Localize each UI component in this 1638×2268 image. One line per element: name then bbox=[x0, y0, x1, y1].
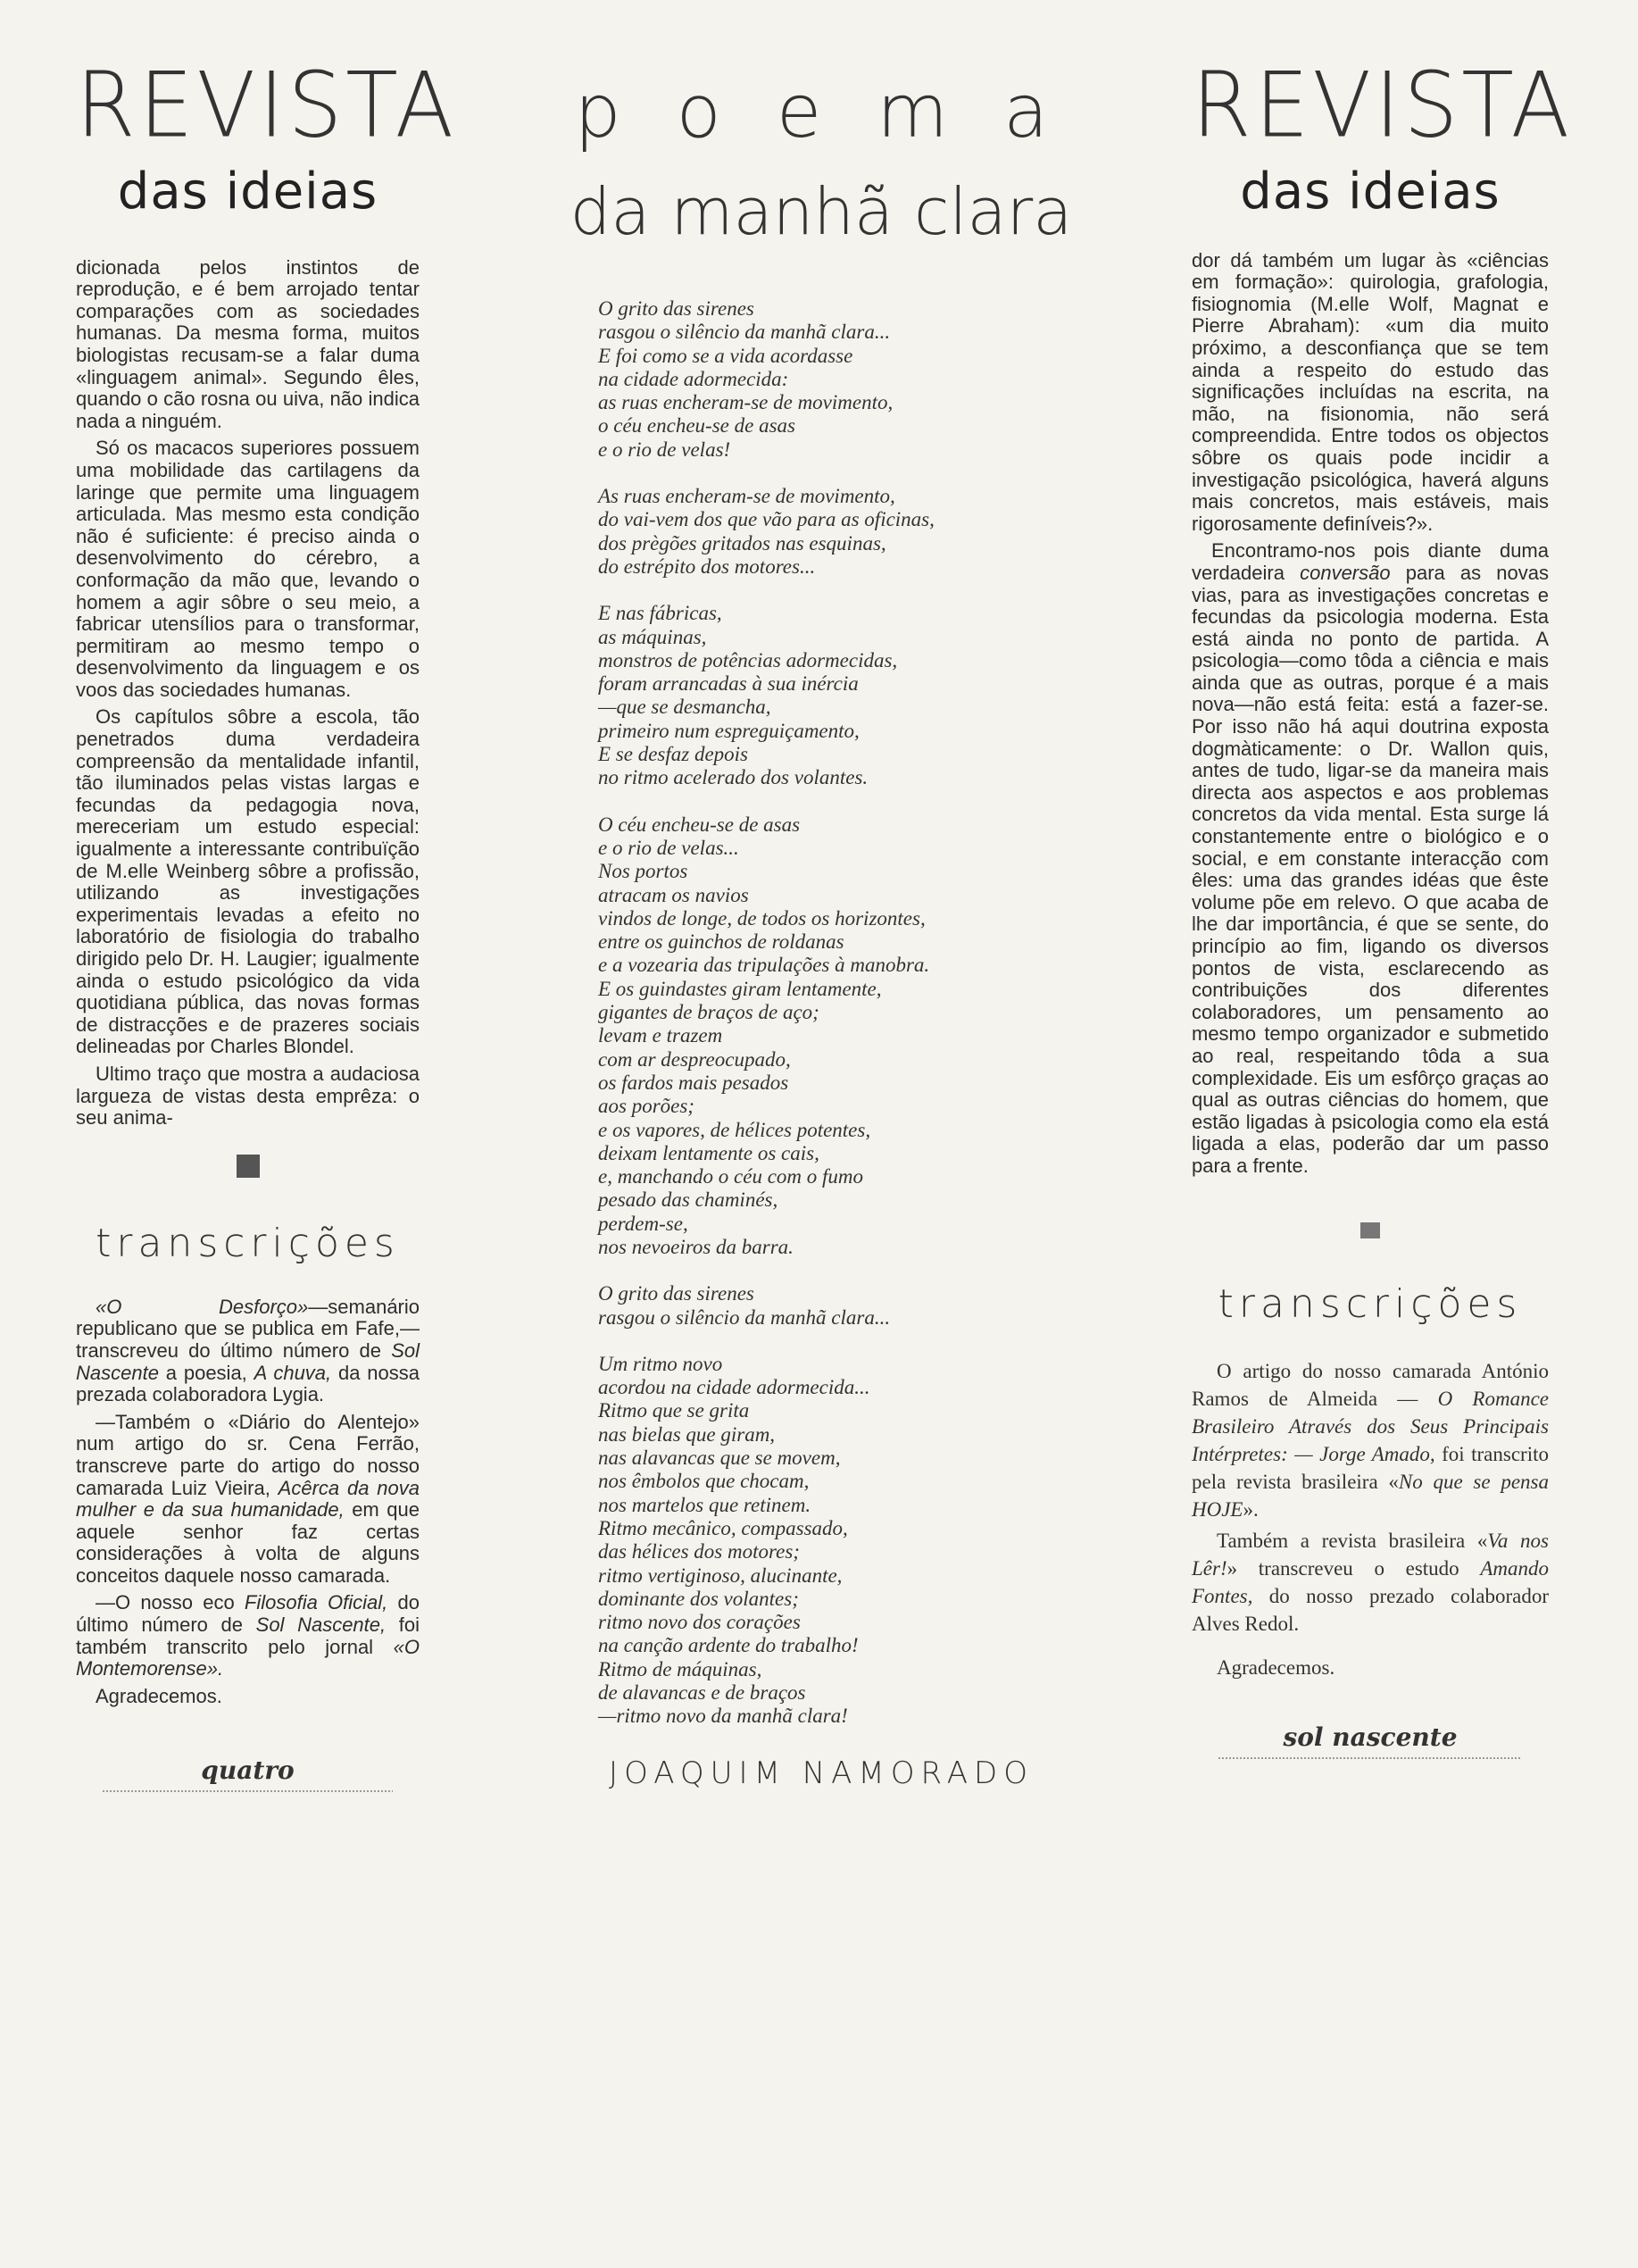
poem-line: —que se desmancha, bbox=[598, 696, 771, 719]
transcricao-item: O artigo do nosso camarada António Ramos de Almeida — O Romance Brasileiro Através dos Seus Principais Intérpretes: — Jorge Amado, foi transcrito pela revista brasileira «No que se pensa HOJE». bbox=[1192, 1359, 1550, 1521]
poem-line: pesado das chaminés, bbox=[598, 1188, 778, 1212]
poem-line: O grito das sirenes bbox=[598, 297, 754, 320]
poem-line: —ritmo novo da manhã clara! bbox=[598, 1705, 848, 1728]
section-divider-square bbox=[237, 1155, 260, 1178]
section-title-transcricoes: transcrições bbox=[96, 1220, 400, 1266]
poem-line: E se desfaz depois bbox=[598, 743, 749, 766]
poem-line: ritmo novo dos corações bbox=[598, 1611, 801, 1634]
poem-line: Um ritmo novo bbox=[598, 1352, 723, 1375]
poem-author: JOAQUIM NAMORADO bbox=[609, 1755, 1034, 1791]
poem-stanza bbox=[598, 1282, 1107, 1330]
poem-subtitle: da manhã clara bbox=[570, 174, 1073, 249]
poem-line: com ar despreocupado, bbox=[598, 1047, 791, 1071]
poem-line: foram arrancadas à sua inércia bbox=[598, 672, 859, 696]
newspaper-name: sol nascente bbox=[1283, 1722, 1458, 1752]
poem-line: primeiro num espreguiçamento, bbox=[598, 719, 860, 742]
right-column bbox=[1192, 0, 1574, 1759]
poem-line: E os guindastes giram lentamente, bbox=[598, 977, 882, 1000]
poem-stanza bbox=[598, 1353, 1107, 1729]
article-paragraph: dor dá também um lugar às «ciências em formação»: quirologia, grafologia, fisiognomia (M.elle Wolf, Magnat e Pierre Abraham): «um dia muito próximo, a desconfiança que se tem ainda a respeito do estudo das significações incluídas na escrita, na mão, na fisionomia, não será compreendida. Entre todos os objectos sôbre os quais pode incidir a investigação psicológica, haverá alguns mais concretos, mais estáveis, mais rigorosamente definíveis?». bbox=[1192, 248, 1549, 535]
poem-line: rasgou o silêncio da manhã clara... bbox=[598, 1305, 891, 1329]
poem-line: no ritmo acelerado dos volantes. bbox=[598, 766, 869, 789]
masthead-subtitle: das ideias bbox=[1240, 163, 1501, 221]
poem-line: nos êmbolos que chocam, bbox=[598, 1470, 810, 1493]
poem-line: aos porões; bbox=[598, 1095, 694, 1118]
masthead-title: REVISTA bbox=[1192, 53, 1574, 158]
page-folio bbox=[1192, 1722, 1549, 1759]
poem-line: e, manchando o céu com o fumo bbox=[598, 1165, 864, 1188]
poem-line: As ruas encheram-se de movimento, bbox=[598, 485, 895, 508]
poem-line: entre os guinchos de roldanas bbox=[598, 930, 844, 954]
poem-line: E nas fábricas, bbox=[598, 602, 722, 625]
poem-line: O céu encheu-se de asas bbox=[598, 813, 801, 836]
poem-line: monstros de potências adormecidas, bbox=[598, 648, 898, 671]
page-folio bbox=[76, 1755, 420, 1792]
transcricoes-body bbox=[1192, 1357, 1549, 1681]
poem-line: as ruas encheram-se de movimento, bbox=[598, 391, 894, 414]
poem-line: o céu encheu-se de asas bbox=[598, 414, 795, 438]
poem-line: rasgou o silêncio da manhã clara... bbox=[598, 321, 891, 344]
poem-line: nos martelos que retinem. bbox=[598, 1493, 811, 1516]
poem-line: deixam lentamente os cais, bbox=[598, 1141, 819, 1164]
poem-line: acordou na cidade adormecida... bbox=[598, 1376, 870, 1399]
poem-line: dominante dos volantes; bbox=[598, 1587, 799, 1610]
section-divider-square bbox=[1360, 1222, 1380, 1238]
middle-column bbox=[536, 0, 1107, 1791]
poem-line: e os vapores, de hélices potentes, bbox=[598, 1118, 871, 1141]
masthead-title: REVISTA bbox=[76, 53, 458, 158]
article-body bbox=[76, 257, 420, 1130]
poem-line: nas bielas que giram, bbox=[598, 1422, 776, 1446]
thanks-note: Agradecemos. bbox=[96, 1684, 222, 1707]
poem-line: na canção ardente do trabalho! bbox=[598, 1634, 859, 1657]
poem-stanza bbox=[598, 485, 1107, 579]
transcricao-item: «O Desforço»—semanário republicano que se publica em Fafe,—transcreveu do último número de Sol Nascente a poesia, A chuva, da nossa prezada colaboradora Lygia. bbox=[76, 1295, 420, 1406]
transcricoes-body bbox=[76, 1297, 420, 1708]
poem-line: do estrépito dos motores... bbox=[598, 554, 816, 578]
article-paragraph: Os capítulos sôbre a escola, tão penetrados duma verdadeira compreensão da mentalidade infantil, tão iluminados pelas vistas largas e fecundas da pedagogia nova, mereceriam um estudo especial: igualmente a interessante contribuïção de M.elle Weinberg sôbre a profissão, utilizando as investigações experimentais levadas a efeito no laboratório de fisiologia do trabalho dirigido pelo Dr. H. Laugier; igualmente ainda o estudo psicológico da vida quotidiana pública, das novas formas de distracções e de prazeres sociais delineadas por Charles Blondel. bbox=[76, 705, 420, 1058]
transcricao-item: —Também o «Diário do Alentejo» num artigo do sr. Cena Ferrão, transcreve parte do artigo do nosso camarada Luiz Vieira, Acêrca da nova mulher e da sua humanidade, em que aquele senhor faz certas considerações à volta de alguns conceitos daquele nosso camarada. bbox=[76, 1410, 420, 1587]
poem-line: de alavancas e de braços bbox=[598, 1681, 806, 1705]
poem-line: as máquinas, bbox=[598, 625, 707, 648]
poem-line: levam e trazem bbox=[598, 1024, 723, 1047]
poem-stanza bbox=[598, 813, 1107, 1260]
masthead-subtitle: das ideias bbox=[117, 163, 378, 221]
poem-line: dos prègões gritados nas esquinas, bbox=[598, 531, 886, 554]
poem-line: ritmo vertiginoso, alucinante, bbox=[598, 1563, 843, 1587]
article-paragraph: dicionada pelos instintos de reprodução, e é bem arrojado tentar comparações com as sociedades humanas. Da mesma forma, muitos biologistas recusam-se a falar duma «linguagem animal». Segundo êles, quando o cão rosna ou uiva, não indica nada a ninguém. bbox=[76, 255, 420, 432]
transcricao-item: —O nosso eco Filosofia Oficial, do último número de Sol Nascente, foi também transcrito pelo jornal «O Montemorense». bbox=[76, 1591, 420, 1680]
poem-line: nos nevoeiros da barra. bbox=[598, 1235, 794, 1258]
poem-line: nas alavancas que se movem, bbox=[598, 1447, 841, 1470]
thanks-note: Agradecemos. bbox=[1217, 1655, 1335, 1679]
poem-line: E foi como se a vida acordasse bbox=[598, 344, 853, 367]
poem-title: poema bbox=[574, 70, 1104, 154]
article-paragraph: Só os macacos superiores possuem uma mobilidade das cartilagens da laringe que permite uma linguagem articulada. Mas mesmo esta condição não é suficiente: é preciso ainda o desenvolvimento do cérebro, a conformação da mão que, levando o homem a agir sôbre o seu meio, a fabricar utensílios para o transformar, permitiram ao mesmo tempo o desenvolvimento da linguagem e os voos das sociedades humanas. bbox=[76, 437, 420, 701]
article-paragraph: Ultimo traço que mostra a audaciosa largueza de vistas desta emprêza: o seu anima- bbox=[76, 1062, 420, 1130]
poem-line: os fardos mais pesados bbox=[598, 1071, 789, 1094]
poem-line: atracam os navios bbox=[598, 883, 749, 906]
poem-line: gigantes de braços de aço; bbox=[598, 1001, 819, 1024]
poem-line: na cidade adormecida: bbox=[598, 367, 789, 390]
poem-line: e o rio de velas... bbox=[598, 836, 739, 859]
article-paragraph: Encontramo-nos pois diante duma verdadeira conversão para as novas vias, para as investigações concretas e fecundas da psicologia moderna. Esta está ainda no ponto de partida. A psicologia—como tôda a ciência e mais ainda que as outras, porque é a mais nova—não está feita: está a fazer-se. Por isso não há aqui doutrina exposta dogmàticamente: o Dr. Wallon quis, antes de tudo, ligar-se da maneira mais directa aos aspectos e aos problemas concretos da vida mental. Esta surge lá constantemente entre o biológico e o social, e em constante interacção com êles: uma das grandes idéas que êste volume põe em relevo. O que acaba de lhe dar importância, é que se sente, do princípio ao fim, ligando os diversos pontos de vista, esclarecendo as contribuições dos diferentes colaboradores, um pensamento ao mesmo tempo organizador e submetido ao real, respeitando tôda a sua complexidade. Eis um esfôrço graças ao qual as outras ciências do homem, que estão ligadas à psicologia como ela está ligada a elas, poderão dar um passo para a frente. bbox=[1192, 539, 1549, 1177]
poem-stanza bbox=[598, 297, 1107, 462]
folio-rule bbox=[1218, 1757, 1522, 1759]
transcricao-item: Também a revista brasileira «Va nos Lêr!» transcreveu o estudo Amando Fontes, do nosso prezado colaborador Alves Redol. bbox=[1192, 1529, 1549, 1635]
poem-line: Ritmo de máquinas, bbox=[598, 1657, 762, 1680]
poem-line: vindos de longe, de todos os horizontes, bbox=[598, 906, 926, 930]
poem-line: e o rio de velas! bbox=[598, 438, 731, 461]
poem-stanza bbox=[598, 602, 1107, 789]
poem-body bbox=[598, 297, 1107, 1729]
left-column bbox=[76, 0, 458, 1792]
section-title-transcricoes: transcrições bbox=[1218, 1280, 1523, 1327]
article-body bbox=[1192, 250, 1549, 1178]
page-number: quatro bbox=[201, 1755, 295, 1786]
poem-line: das hélices dos motores; bbox=[598, 1540, 800, 1563]
poem-line: Ritmo mecânico, compassado, bbox=[598, 1516, 848, 1539]
poem-line: Ritmo que se grita bbox=[598, 1399, 750, 1422]
poem-line: do vai-vem dos que vão para as oficinas, bbox=[598, 508, 935, 531]
poem-line: e a vozearia das tripulações à manobra. bbox=[598, 954, 930, 977]
poem-line: perdem-se, bbox=[598, 1212, 688, 1235]
folio-rule bbox=[103, 1790, 393, 1792]
poem-line: O grito das sirenes bbox=[598, 1282, 754, 1305]
poem-line: Nos portos bbox=[598, 860, 688, 883]
